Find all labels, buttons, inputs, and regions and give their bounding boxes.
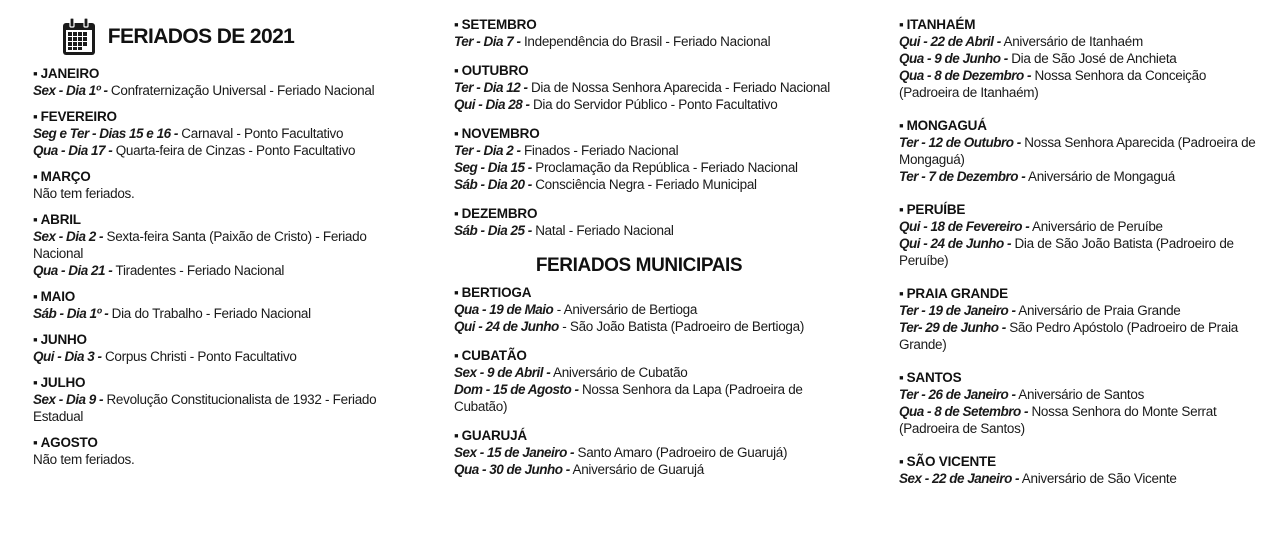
holiday-entry [899, 403, 1269, 437]
holiday-description: Aniversário de Peruíbe [1032, 219, 1163, 234]
holiday-entry [454, 79, 854, 96]
holiday-date: Ter - 7 de Dezembro - [899, 169, 1026, 184]
holiday-date: Seg - Dia 15 - [454, 160, 532, 175]
holiday-entry [454, 142, 854, 159]
holiday-entry [454, 301, 854, 318]
section-novembro [454, 126, 854, 193]
section-heading [33, 435, 413, 451]
section-heading-text: ABRIL [40, 212, 81, 227]
bullet-icon: ▪ [454, 63, 459, 78]
holiday-entry [454, 159, 854, 176]
section-heading [33, 109, 413, 125]
section-heading-text: NOVEMBRO [461, 126, 540, 141]
bullet-icon: ▪ [454, 348, 459, 363]
section-heading [899, 202, 1269, 218]
holiday-date: Sáb - Dia 1º - [33, 306, 109, 321]
bullet-icon: ▪ [899, 286, 904, 301]
section-heading-text: MONGAGUÁ [906, 118, 987, 133]
section-heading [33, 212, 413, 228]
section-heading-text: ITANHAÉM [906, 17, 976, 32]
holiday-date: Qua - 30 de Junho - [454, 462, 570, 477]
holiday-entry [899, 235, 1269, 269]
holiday-date: Ter- 29 de Junho - [899, 320, 1006, 335]
section-heading [454, 17, 854, 33]
bullet-icon: ▪ [33, 289, 38, 304]
section-heading [454, 126, 854, 142]
holiday-date: Qui - 24 de Junho [454, 319, 559, 334]
holiday-description: Independência do Brasil - Feriado Nacional [523, 34, 771, 49]
section-heading-text: MARÇO [40, 169, 91, 184]
holiday-entry [899, 302, 1269, 319]
holiday-date: Qui - Dia 28 - [454, 97, 530, 112]
section-maio [33, 289, 413, 322]
municipal-title: FERIADOS MUNICIPAIS [535, 255, 743, 276]
holiday-entry [899, 67, 1269, 101]
column-3 [899, 0, 1269, 504]
holiday-description: Aniversário de Guarujá [572, 462, 704, 477]
section-praia-grande [899, 286, 1269, 353]
holiday-date: Sex - 15 de Janeiro - [454, 445, 575, 460]
section-agosto [33, 435, 413, 468]
holiday-date: Sex - 9 de Abril - [454, 365, 551, 380]
section-heading-text: GUARUJÁ [461, 428, 527, 443]
section-heading-text: JUNHO [40, 332, 87, 347]
holiday-description: São Pedro Apóstolo (Padroeiro de Praia Grande) [899, 320, 1238, 352]
section-heading [899, 370, 1269, 386]
section-heading-text: FEVEREIRO [40, 109, 117, 124]
holiday-date: Qui - 24 de Junho - [899, 236, 1012, 251]
holiday-description: Proclamação da República - Feriado Nacional [535, 160, 798, 175]
holiday-entry [454, 318, 854, 335]
section-abril [33, 212, 413, 279]
section-heading [454, 428, 854, 444]
page-title: FERIADOS DE 2021 [107, 25, 295, 48]
column-2 [454, 0, 854, 491]
section-heading [33, 289, 413, 305]
section-santos [899, 370, 1269, 437]
section-heading-text: BERTIOGA [461, 285, 532, 300]
bullet-icon: ▪ [899, 454, 904, 469]
section-fevereiro [33, 109, 413, 159]
holiday-date: Sáb - Dia 20 - [454, 177, 532, 192]
section-heading [33, 332, 413, 348]
bullet-icon: ▪ [454, 126, 459, 141]
holiday-entry [454, 222, 854, 239]
section-setembro [454, 17, 854, 50]
holiday-description: Quarta-feira de Cinzas - Ponto Facultativo [115, 143, 356, 158]
section-guarujá [454, 428, 854, 478]
section-heading-text: PRAIA GRANDE [906, 286, 1008, 301]
bullet-icon: ▪ [899, 370, 904, 385]
holiday-date: Ter - Dia 2 - [454, 143, 521, 158]
section-heading-text: DEZEMBRO [461, 206, 538, 221]
holiday-entry [454, 364, 854, 381]
holiday-entry [33, 262, 413, 279]
bullet-icon: ▪ [899, 118, 904, 133]
holiday-entry [33, 305, 413, 322]
calendar-icon [62, 18, 96, 56]
holiday-entry [454, 176, 854, 193]
holiday-description: Revolução Constitucionalista de 1932 - Feriado Estadual [33, 392, 377, 424]
section-heading [33, 375, 413, 391]
holiday-description: Corpus Christi - Ponto Facultativo [104, 349, 297, 364]
holiday-date: Ter - 12 de Outubro - [899, 135, 1021, 150]
holiday-entry [899, 319, 1269, 353]
holiday-date: Qua - 8 de Dezembro - [899, 68, 1032, 83]
holiday-description: Tiradentes - Feriado Nacional [115, 263, 285, 278]
holiday-entry [33, 125, 413, 142]
holiday-date: Qua - Dia 21 - [33, 263, 113, 278]
section-heading-text: SANTOS [906, 370, 962, 385]
section-heading-text: JULHO [40, 375, 86, 390]
holiday-entry [33, 348, 413, 365]
section-janeiro [33, 66, 413, 99]
holiday-description: Dia do Servidor Público - Ponto Facultativo [532, 97, 778, 112]
holiday-entry [899, 168, 1269, 185]
holiday-description: Nossa Senhora da Lapa (Padroeira de Cubatão) [454, 382, 803, 414]
holiday-entry [33, 228, 413, 262]
no-holidays-note: Não tem feriados. [33, 452, 135, 467]
holiday-description: Aniversário de São Vicente [1021, 471, 1177, 486]
section-heading-text: JANEIRO [40, 66, 100, 81]
holiday-entry [899, 470, 1269, 487]
bullet-icon: ▪ [33, 212, 38, 227]
national-holidays-list-1 [33, 66, 413, 468]
section-outubro [454, 63, 854, 113]
section-heading [899, 286, 1269, 302]
holiday-entry [33, 142, 413, 159]
holiday-description: Dia do Trabalho - Feriado Nacional [111, 306, 311, 321]
bullet-icon: ▪ [33, 375, 38, 390]
national-holidays-list-2 [454, 17, 854, 239]
title-row [33, 18, 323, 56]
holiday-date: Sex - Dia 9 - [33, 392, 104, 407]
holiday-date: Qui - 18 de Fevereiro - [899, 219, 1030, 234]
section-heading-text: SETEMBRO [461, 17, 537, 32]
section-junho [33, 332, 413, 365]
holiday-description: Confraternização Universal - Feriado Nacional [110, 83, 375, 98]
holiday-date: Sex - Dia 2 - [33, 229, 104, 244]
holiday-date: Qua - 19 de Maio [454, 302, 554, 317]
section-mongaguá [899, 118, 1269, 185]
holiday-description: Sexta-feira Santa (Paixão de Cristo) - Feriado Nacional [33, 229, 367, 261]
bullet-icon: ▪ [454, 428, 459, 443]
section-peruíbe [899, 202, 1269, 269]
bullet-icon: ▪ [454, 285, 459, 300]
holiday-description: Aniversário de Itanhaém [1003, 34, 1143, 49]
holiday-date: Qui - Dia 3 - [33, 349, 102, 364]
holiday-description: Aniversário de Cubatão [553, 365, 688, 380]
holiday-description: Dia de Nossa Senhora Aparecida - Feriado Nacional [530, 80, 830, 95]
municipal-holidays-list-2 [899, 17, 1269, 487]
holiday-entry [899, 50, 1269, 67]
holiday-description: Santo Amaro (Padroeiro de Guarujá) [577, 445, 788, 460]
section-heading-text: CUBATÃO [461, 348, 527, 363]
holiday-entry [899, 33, 1269, 50]
section-heading [33, 66, 413, 82]
holiday-entry [33, 82, 413, 99]
holiday-description: Carnaval - Ponto Facultativo [181, 126, 344, 141]
bullet-icon: ▪ [899, 202, 904, 217]
section-heading-text: PERUÍBE [906, 202, 966, 217]
section-bertioga [454, 285, 854, 335]
holiday-description: - Aniversário de Bertioga [556, 302, 698, 317]
bullet-icon: ▪ [33, 169, 38, 184]
holiday-date: Qua - 8 de Setembro - [899, 404, 1029, 419]
holiday-entry [454, 96, 854, 113]
bullet-icon: ▪ [899, 17, 904, 32]
holiday-entry [454, 33, 854, 50]
holiday-date: Dom - 15 de Agosto - [454, 382, 579, 397]
holiday-description: Aniversário de Mongaguá [1028, 169, 1175, 184]
holiday-description: Natal - Feriado Nacional [535, 223, 674, 238]
holiday-entry [899, 386, 1269, 403]
holiday-date: Ter - 19 de Janeiro - [899, 303, 1016, 318]
section-heading [899, 17, 1269, 33]
section-março [33, 169, 413, 202]
holiday-description: - São João Batista (Padroeiro de Bertioga) [562, 319, 805, 334]
holiday-description: Nossa Senhora do Monte Serrat (Padroeira de Santos) [899, 404, 1217, 436]
holiday-description: Consciência Negra - Feriado Municipal [535, 177, 757, 192]
section-dezembro [454, 206, 854, 239]
holiday-date: Ter - 26 de Janeiro - [899, 387, 1016, 402]
holiday-description: Finados - Feriado Nacional [523, 143, 679, 158]
section-heading [454, 63, 854, 79]
section-itanhaém [899, 17, 1269, 101]
holiday-date: Qua - Dia 17 - [33, 143, 113, 158]
section-cubatão [454, 348, 854, 415]
section-heading [899, 454, 1269, 470]
holiday-date: Ter - Dia 7 - [454, 34, 521, 49]
no-holidays-note: Não tem feriados. [33, 186, 135, 201]
section-heading-text: AGOSTO [40, 435, 98, 450]
bullet-icon: ▪ [33, 66, 38, 81]
bullet-icon: ▪ [33, 109, 38, 124]
holiday-description: Nossa Senhora Aparecida (Padroeira de Mongaguá) [899, 135, 1256, 167]
holiday-description: Nossa Senhora da Conceição (Padroeira de Itanhaém) [899, 68, 1207, 100]
bullet-icon: ▪ [33, 332, 38, 347]
holiday-description: Aniversário de Santos [1018, 387, 1145, 402]
holiday-date: Sex - 22 de Janeiro - [899, 471, 1020, 486]
section-são-vicente [899, 454, 1269, 487]
bullet-icon: ▪ [454, 17, 459, 32]
section-julho [33, 375, 413, 425]
holiday-entry [899, 134, 1269, 168]
section-heading-text: MAIO [40, 289, 76, 304]
holiday-entry [33, 391, 413, 425]
section-heading [454, 285, 854, 301]
holiday-entry [454, 461, 854, 478]
section-heading [454, 348, 854, 364]
holiday-date: Qua - 9 de Junho - [899, 51, 1008, 66]
holiday-date: Ter - Dia 12 - [454, 80, 528, 95]
section-heading-text: SÃO VICENTE [906, 454, 996, 469]
bullet-icon: ▪ [33, 435, 38, 450]
holiday-date: Qui - 22 de Abril - [899, 34, 1001, 49]
holiday-description: Aniversário de Praia Grande [1018, 303, 1181, 318]
holiday-entry [454, 444, 854, 461]
bullet-icon: ▪ [454, 206, 459, 221]
section-heading [33, 169, 413, 185]
section-heading-text: OUTUBRO [461, 63, 529, 78]
section-heading [454, 206, 854, 222]
holiday-date: Sex - Dia 1º - [33, 83, 108, 98]
section-heading [899, 118, 1269, 134]
holiday-date: Seg e Ter - Dias 15 e 16 - [33, 126, 178, 141]
holiday-entry [454, 381, 854, 415]
holiday-description: Dia de São José de Anchieta [1011, 51, 1177, 66]
holiday-description: Dia de São João Batista (Padroeiro de Peruíbe) [899, 236, 1234, 268]
municipal-holidays-list-1 [454, 285, 854, 478]
holiday-entry [899, 218, 1269, 235]
holiday-date: Sáb - Dia 25 - [454, 223, 532, 238]
column-1 [33, 0, 413, 478]
